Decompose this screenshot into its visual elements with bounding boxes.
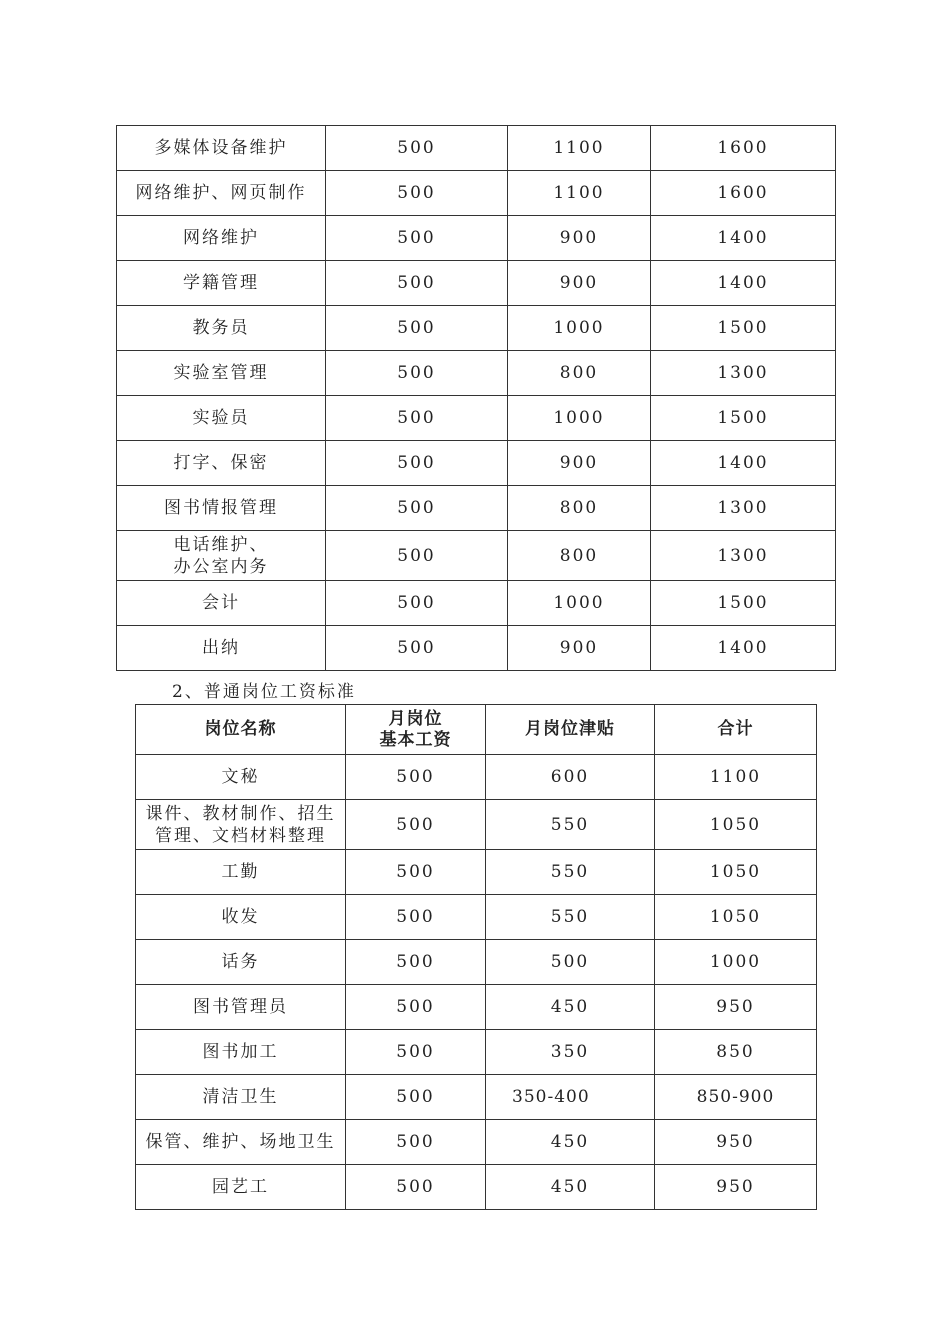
- table-body: [117, 126, 836, 671]
- total-cell: 850-900: [655, 1075, 817, 1120]
- base-salary-cell: 500: [326, 216, 508, 261]
- base-salary-cell: 500: [346, 985, 486, 1030]
- post-name-line: 工勤: [221, 862, 260, 882]
- total-cell: 1400: [651, 261, 836, 306]
- total-cell: 950: [655, 1120, 817, 1165]
- base-salary-cell: 500: [326, 531, 508, 581]
- table-row: [136, 850, 817, 895]
- total-cell: 1400: [651, 441, 836, 486]
- post-name-cell: [117, 351, 326, 396]
- general-post-salary-table: [135, 704, 817, 1210]
- total-cell: 1300: [651, 351, 836, 396]
- post-name-line: 保管、维护、场地卫生: [145, 1132, 336, 1152]
- post-name-line: 图书管理员: [193, 997, 288, 1017]
- allowance-cell: 900: [508, 216, 651, 261]
- post-name-line: 实验室管理: [173, 363, 269, 383]
- post-name-cell: [117, 216, 326, 261]
- post-name-line: 图书加工: [202, 1042, 279, 1062]
- post-name-cell: [136, 985, 346, 1030]
- header-total: 合计: [655, 705, 817, 755]
- allowance-cell: 1000: [508, 581, 651, 626]
- total-cell: 950: [655, 1165, 817, 1210]
- header-allowance: 月岗位津贴: [486, 705, 655, 755]
- post-name-cell: [117, 306, 326, 351]
- post-name-line: 会计: [202, 593, 240, 613]
- allowance-cell: 550: [486, 800, 655, 850]
- allowance-cell: 450: [486, 1120, 655, 1165]
- post-name-cell: [117, 531, 326, 581]
- total-cell: 1300: [651, 486, 836, 531]
- table-row: [117, 216, 836, 261]
- total-cell: 1400: [651, 626, 836, 671]
- base-salary-cell: 500: [346, 1075, 486, 1120]
- table-row: [136, 1030, 817, 1075]
- post-name-line: 话务: [221, 952, 260, 972]
- total-cell: 1500: [651, 306, 836, 351]
- post-name-line: 学籍管理: [183, 273, 259, 293]
- post-name-cell: [136, 755, 346, 800]
- base-salary-cell: 500: [326, 441, 508, 486]
- base-salary-cell: 500: [326, 306, 508, 351]
- total-cell: 1050: [655, 850, 817, 895]
- base-salary-cell: 500: [326, 581, 508, 626]
- base-salary-cell: 500: [326, 396, 508, 441]
- post-name-cell: [136, 1165, 346, 1210]
- allowance-cell: 600: [486, 755, 655, 800]
- post-name-line: 出纳: [202, 638, 240, 658]
- base-salary-cell: 500: [346, 940, 486, 985]
- post-name-line: 管理、文档材料整理: [155, 825, 326, 846]
- post-name-cell: [117, 486, 326, 531]
- table-row: [136, 1120, 817, 1165]
- post-name-cell: [136, 940, 346, 985]
- allowance-cell: 550: [486, 895, 655, 940]
- total-cell: 1600: [651, 171, 836, 216]
- post-name-line: 电话维护、: [173, 534, 269, 555]
- total-cell: 1600: [651, 126, 836, 171]
- post-name-line: 打字、保密: [173, 453, 269, 473]
- table-row: [117, 581, 836, 626]
- post-name-cell: [117, 171, 326, 216]
- table-row: [117, 626, 836, 671]
- allowance-cell: 1000: [508, 306, 651, 351]
- base-salary-cell: 500: [326, 626, 508, 671]
- base-salary-cell: 500: [326, 126, 508, 171]
- post-name-line: 课件、教材制作、招生: [145, 803, 336, 824]
- table-row: [136, 800, 817, 850]
- allowance-cell: 900: [508, 261, 651, 306]
- post-name-line: 教务员: [192, 318, 250, 338]
- base-salary-cell: 500: [346, 895, 486, 940]
- post-name-line: 收发: [221, 907, 260, 927]
- table-row: [117, 396, 836, 441]
- total-cell: 1300: [651, 531, 836, 581]
- total-cell: 1500: [651, 396, 836, 441]
- table-row: [136, 940, 817, 985]
- section-heading: 2、普通岗位工资标准: [172, 682, 356, 702]
- header-base-salary: [346, 705, 486, 755]
- base-salary-cell: 500: [326, 486, 508, 531]
- post-name-cell: [117, 581, 326, 626]
- total-cell: 1400: [651, 216, 836, 261]
- allowance-cell: 800: [508, 351, 651, 396]
- base-salary-cell: 500: [346, 850, 486, 895]
- post-name-cell: [117, 126, 326, 171]
- post-name-line: 网络维护、网页制作: [135, 183, 307, 203]
- total-cell: 1050: [655, 895, 817, 940]
- base-salary-cell: 500: [326, 351, 508, 396]
- allowance-cell: 900: [508, 441, 651, 486]
- base-salary-cell: 500: [346, 1165, 486, 1210]
- base-salary-cell: 500: [346, 1030, 486, 1075]
- base-salary-cell: 500: [326, 171, 508, 216]
- header-post-name: 岗位名称: [136, 705, 346, 755]
- post-name-cell: [117, 626, 326, 671]
- post-name-line: 办公室内务: [173, 556, 269, 577]
- post-name-cell: [117, 261, 326, 306]
- total-cell: 1100: [655, 755, 817, 800]
- post-name-line: 图书情报管理: [164, 498, 278, 518]
- base-salary-cell: 500: [326, 261, 508, 306]
- post-name-cell: [117, 441, 326, 486]
- table-row: [136, 985, 817, 1030]
- post-name-cell: [136, 850, 346, 895]
- table-row: [136, 1165, 817, 1210]
- header-base-salary-line1: 月岗位: [388, 708, 443, 729]
- post-name-line: 清洁卫生: [202, 1087, 279, 1107]
- table-row: [117, 126, 836, 171]
- table-row: [117, 441, 836, 486]
- post-name-cell: [136, 1120, 346, 1165]
- table-row: [117, 261, 836, 306]
- total-cell: 1050: [655, 800, 817, 850]
- allowance-cell: 450: [486, 1165, 655, 1210]
- total-cell: 850: [655, 1030, 817, 1075]
- header-base-salary-line2: 基本工资: [379, 729, 452, 750]
- total-cell: 1500: [651, 581, 836, 626]
- allowance-cell: 350-400: [486, 1075, 655, 1120]
- allowance-cell: 1000: [508, 396, 651, 441]
- total-cell: 1000: [655, 940, 817, 985]
- table-body: [136, 755, 817, 1210]
- post-name-cell: [136, 1075, 346, 1120]
- table-row: [117, 351, 836, 396]
- allowance-cell: 1100: [508, 126, 651, 171]
- post-name-line: 园艺工: [212, 1177, 269, 1197]
- allowance-cell: 1100: [508, 171, 651, 216]
- allowance-cell: 450: [486, 985, 655, 1030]
- allowance-cell: 550: [486, 850, 655, 895]
- table-row: [117, 531, 836, 581]
- base-salary-cell: 500: [346, 1120, 486, 1165]
- table-row: [117, 171, 836, 216]
- table-row: [117, 486, 836, 531]
- allowance-cell: 350: [486, 1030, 655, 1075]
- post-name-cell: [136, 800, 346, 850]
- base-salary-cell: 500: [346, 800, 486, 850]
- table-row: [136, 1075, 817, 1120]
- table-row: [136, 755, 817, 800]
- post-name-line: 文秘: [221, 767, 260, 787]
- post-name-line: 网络维护: [183, 228, 259, 248]
- base-salary-cell: 500: [346, 755, 486, 800]
- table-row: [136, 895, 817, 940]
- allowance-cell: 800: [508, 531, 651, 581]
- allowance-cell: 900: [508, 626, 651, 671]
- post-name-cell: [117, 396, 326, 441]
- table-row: [117, 306, 836, 351]
- table-header-row: [136, 705, 817, 755]
- post-name-cell: [136, 1030, 346, 1075]
- post-name-line: 实验员: [192, 408, 250, 428]
- allowance-cell: 500: [486, 940, 655, 985]
- allowance-cell: 800: [508, 486, 651, 531]
- post-name-line: 多媒体设备维护: [154, 138, 288, 158]
- total-cell: 950: [655, 985, 817, 1030]
- post-name-cell: [136, 895, 346, 940]
- technical-post-salary-table: [116, 125, 836, 671]
